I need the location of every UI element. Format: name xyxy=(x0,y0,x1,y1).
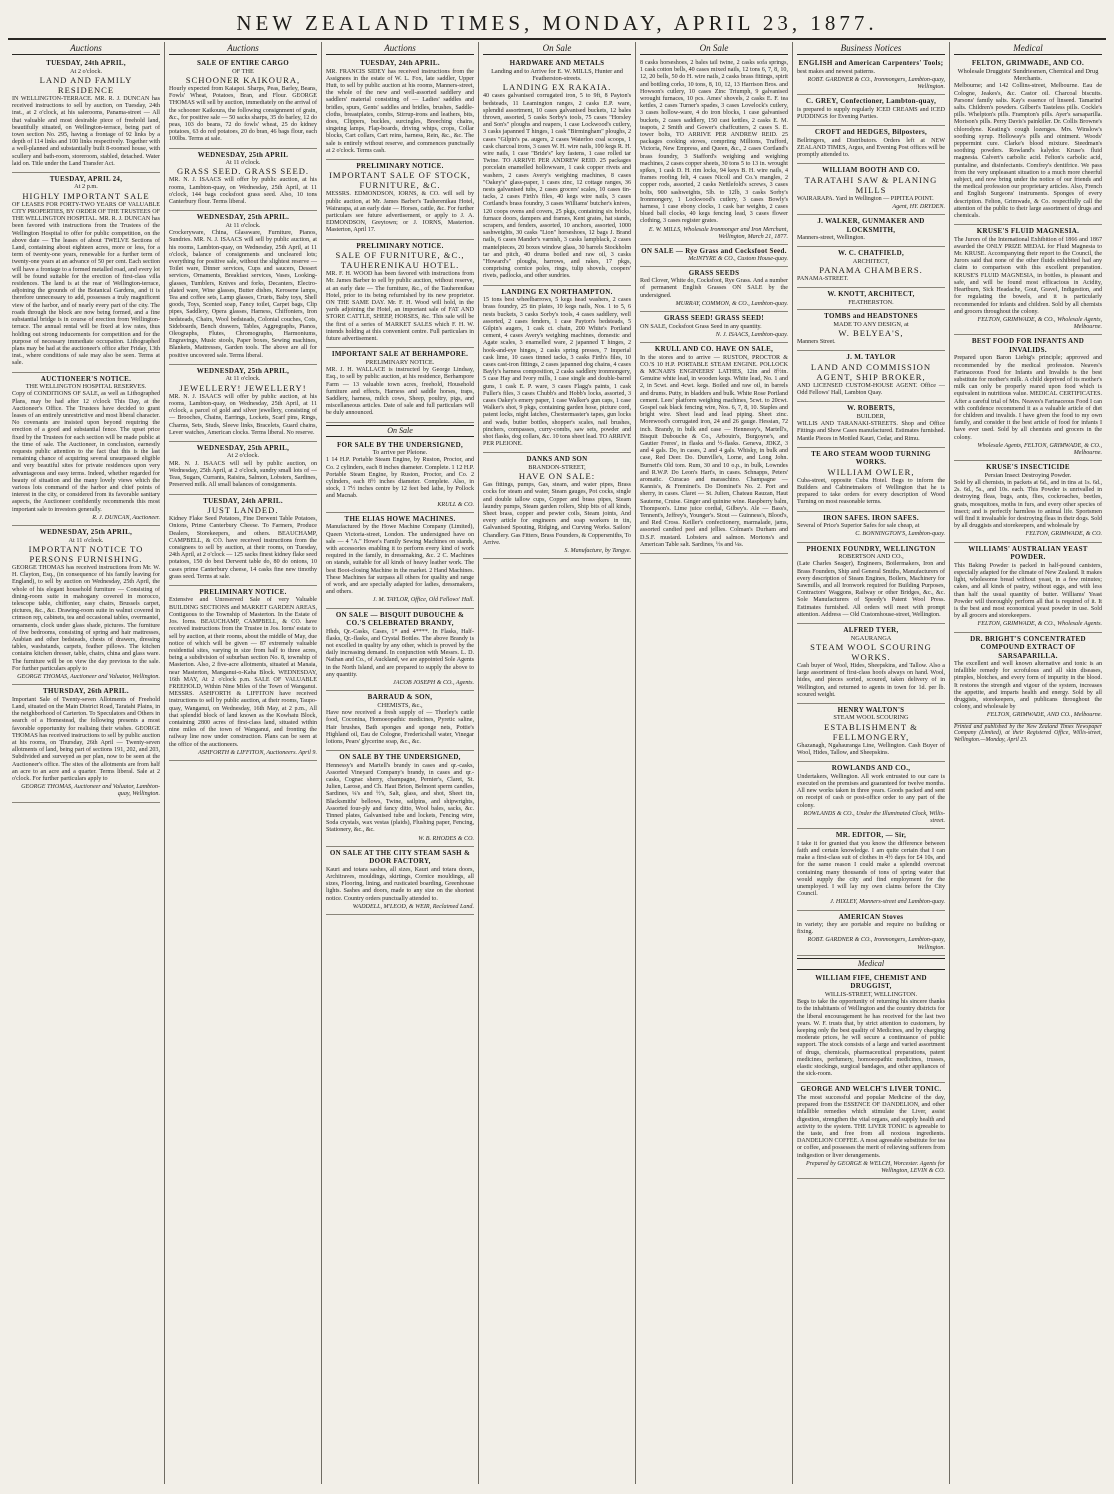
ad-heading: SALE OF ENTIRE CARGO xyxy=(197,59,289,67)
ad-display-line: STEAM WOOL SCOURING WORKS. xyxy=(810,641,932,662)
advertisement xyxy=(797,543,945,625)
ad-body-text: Gas fittings, pumps, Gas, steam, and water pipes, Brass cocks for steam and water, Steam gauges, Pot cocks, single and double tallow cups, Copper and brass pipes, Steam laundry pumps, Steam garden rollers, Ship bits of all kinds, Sheet brass, copper and pewter coils, Steam joints, And every article for engineers and soap workers in tin, Galvanised Spouting, Ridging, and Curving Works. Sailors' Chandlery. Gas Fitters, Brass Founders, & Coppersmiths, To Arrive. xyxy=(483,482,631,546)
ad-heading: MR. EDITOR, — Sir, xyxy=(835,831,907,840)
ad-body-text: 8 casks horseshoes, 2 bales tail twine, 2 casks sofa springs, 1 cask cotton bells, 40 cases mixed nails, 12 tons 6, 7, 8, 10, 12, 20 bells, 50 do H. wire nails, 2 casks brass fittings, spirit and bottling corks, 10 tons, 8, 10, 12, 13 Harrison Bros. and Howson's cutlery, 10 cases Zinc Triumph, 9 galvanised wrought furnaces, 10 pcs. Ames' shovels, 2 casks E. F. tea kettles, 2 cases Turner's spades, 3 cases Lovelock's cutlery, 3 cases hollow-ware, 4 do iron blocks, 1 case galvanised buckets, 2 cases saddlery, 150 cast kettles, 2 casks E. M. teapots, 2 Smith and Gower's chaffcutters, 2 cases S. E. tower bolts, TO ARRIVE PER ANDREW REID. 25 packages cooking stoves, compriing Milltons, Trafford, Victoria, New Empress, and Queen, &c., 2 cases Cortland's brass foundry, 3 Stafford's weighing and weighing machines, 2 cases copper sheets, 30 tons 5 to 13 in. wrought spikes, 1 cask D. H. rim locks, 94 keys B. H. wire nails, 4 frames roofing felt, 4 cases Nicoll and Co.'s mangles, 2 copper rods, assorted, 2 casks Nettlefold's screws, 3 cases bolts, 900 sashweights, 5lb. to 12lb, 3 casks Sorby's Ironmongery, 1 Lockwood's cutlery, 3 cases Bowly's harness, 1 case ebony clocks, 1 cask bar weights, 2 cases blued ball clocks, 40 kegs fencing lead, 3 cases flower clothing, 3 cases register grates. xyxy=(640,60,788,225)
ad-display-line: W. BELYEA'S, xyxy=(838,328,904,339)
ad-body-text: WAIRARAPA. Yard in Wellington — PIPITEA POINT. xyxy=(797,195,934,202)
ad-body-text: This Baking Powder is packed in half-pound canisters, especially adapted for the climate of New Zealand. It makes light, wholesome bread without yeast, in a few minutes; cakes, and all kinds of pastry, without eggs, and with less than half the usual quantity of butter. Williams' Yeast Powder will thoroughly perform all that is required of it. It is the best and most economical yeast powder in use. Sold by all grocers and storekeepers. xyxy=(954,562,1102,620)
ad-heading: LANDING EX NORTHAMPTON. xyxy=(501,287,613,296)
ad-body-text: Kauri and totara sashes, all sizes, Kauri and totara doors, Architraves, mouldings, skirtings, Cornice mouldings, all sizes, Flooring, lining, and rusticated boarding, Greenhouse lights. Sashes and doors, made to any size on the shortest notice. Country orders punctually attended to. xyxy=(326,866,474,902)
advertisement xyxy=(169,149,317,212)
ad-display-line: HAVE ON SALE: xyxy=(518,471,596,482)
masthead: NEW ZEALAND TIMES, MONDAY, APRIL 23, 1877. xyxy=(8,8,1106,40)
advertisement xyxy=(169,211,317,365)
ad-body-text: best makes and newest patterns. xyxy=(797,68,876,75)
ad-subheading: At 11 o'clock. xyxy=(225,221,261,229)
ad-body-text: Manufactured by the Howe Machine Company (Limited), Queen Victoria-street, London. The undersigned have on sale — 4 "A." Howe's Family Sewing Machines on stands, with accessories enabling it to perform every kind of work required in the family, in dressmaking, &c. 2 C. Machines on stands, suitable for all kinds of heavy leather work. The best Boot-closing Machine in the market. 2 Hand Machines. These Machines far surpass all others for quality and range of work, and are specially adapted for ladies, dressmakers, and others. xyxy=(326,524,474,596)
column-1 xyxy=(8,42,165,1484)
advertisement xyxy=(169,586,317,761)
advertisement xyxy=(797,247,945,288)
ad-heading: TUESDAY, APRIL 24, xyxy=(49,174,123,183)
ad-subheading: MADE TO ANY DESIGN, at xyxy=(833,320,909,328)
column-header: Medical xyxy=(954,42,1102,55)
ad-heading: KRUSE'S INSECTICIDE xyxy=(986,463,1070,472)
advertisement xyxy=(640,267,788,312)
ad-display-line: HIGHLY IMPORTANT SALE xyxy=(22,190,150,201)
ad-body-text: The most successful and popular Medicine of the day, prepared from the ESSENCE OF DANDELION, and other infallible remedies which stimulate the Liver, assist digestion, strengthen the vital organs, and supply health and activity to the system. THE LIVER TONIC is agreeable to the taste, and free from all noxious ingredients. DANDELION COFFEE. A most agreeable substitute for tea or coffee, and possesses the merit of relieving sufferers from indigestion or liver derangements. xyxy=(797,1094,945,1159)
ad-body-text: The Jurors of the International Exhibition of 1866 and 1867 awarded the ONLY PRIZE MEDAL for Fluid Magnesia to Mr. KRUSE. Accompanying their report to the Council, the Jurors said that none of the other fluids exhibited had any claim to comparison with this excellent preparation. KRUSE'S FLUID MAGNESIA, in bottles, is pleasant and safe, and will be found most efficacious in Acidity, Heartburn, Sick Headache, Gout, Gravel, Indigestion, and for regulating the bowels, and it is particularly recommended for infants and children. Sold by all chemists and grocers throughout the colony. xyxy=(954,236,1102,315)
advertisement xyxy=(326,691,474,751)
ad-signature: W. B. RHODES & CO. xyxy=(418,835,474,842)
advertisement xyxy=(797,972,945,1084)
ad-heading: PHOENIX FOUNDRY, WELLINGTON xyxy=(806,544,936,553)
advertisement xyxy=(797,1083,945,1179)
column-header: Auctions xyxy=(12,42,160,55)
ad-heading: WILLIAM FIFE, CHEMIST AND DRUGGIST, xyxy=(815,973,927,991)
advertisement xyxy=(954,543,1102,633)
advertisement xyxy=(797,57,945,95)
advertisement xyxy=(797,512,945,543)
ad-signature: E. W. MILLS, Wholesale Ironmonger and Iron Merchant, Wellington, March 21, 1877. xyxy=(648,226,788,240)
advertisement xyxy=(797,310,945,351)
column-header: Business Notices xyxy=(797,42,945,55)
ad-body-text: Melbourne; and 142 Collins-street, Melbourne. Eau de Cologne, Jeakes's, &c. Castor oil. Charcoal biscuits. Parsons' family salts. Kay's essence of linseed. Tamarind salts. Children's powders. Gilbert's Tasteless pills. Cockle's pills. Whelpton's pills. Frampton's pills. Ayer's sarsaparilla. Morison's pills. Perry Davis's painkiller. Dr. Collis Browne's chlorodyne. Keating's cough lozenges. Mrs. Winslow's soothing syrup. Holloway's pills and ointment. Woods' peppermint cure. Clarke's blood mixture. Steedman's soothing powders. Rowland's kalydor. Kruse's fluid magnesia. Calvert's carbolic acid. Felton's carbolic acid, puntaline, and disinfectants. Comfrey's dentifrice. We pass from the very unpleasant situation to a much more cheerful subject, and now bring under the notice of our friends and the medical profession our proprietary articles. Also, French and English Surgeons' instruments. Sponges of every description. Felton, Grimwade, & Co. respectfully call the attention of the public to their large assortment of drugs and chemicals. xyxy=(954,83,1102,219)
ad-subheading: STEAM WOOL SCOURING xyxy=(833,714,909,722)
ad-body-text: Several of Price's Superior Safes for sale cheap, at xyxy=(797,523,920,530)
ad-body-text: MR. FRANCIS SIDEY has received instructions from the Assignees in the estate of W. L. Fox, late saddler, Upper Hutt, to sell by public auction at his rooms, Manners-street, the whole of the new and well-assorted saddlery and saddlers' material consisting of — Ladies' saddles and bridles, spurs, Gents' saddles and bridles, brushes, Saddle-cloths, breastplates, combs, Stirrup-irons and leathers, bits, does, Clippers, buckles, surcingles, Breeching chains, singeing lamps, Flap-boards, driving whips, crops, Collar blocks, Cart collars, Cart reins, harness, Rein, &c., &c. The sale is entirely without reserve, and commences punctually at 2 o'clock. Terms cash. xyxy=(326,68,474,154)
ad-display-line: LAND AND FAMILY RESIDENCE xyxy=(39,74,133,95)
ad-heading: FELTON, GRIMWADE, AND CO. xyxy=(971,59,1085,67)
ad-heading: W. C. CHATFIELD, xyxy=(837,249,905,258)
advertisement xyxy=(169,57,317,149)
ad-subheading: FEATHERSTON. xyxy=(848,298,894,306)
ad-subheading: ROBERTSON AND CO., xyxy=(838,553,904,560)
ad-body-text: PANAMA-STREET. xyxy=(797,276,849,283)
ad-signature: KRULL & CO. xyxy=(437,501,474,508)
advertisement xyxy=(326,847,474,915)
ad-heading: GRASS SEEDS xyxy=(688,268,740,277)
ad-heading: THE ELIAS HOWE MACHINES. xyxy=(344,514,456,523)
section-header: Medical xyxy=(797,958,945,970)
ad-heading: BEST FOOD FOR INFANTS AND INVALIDS. xyxy=(971,337,1085,354)
ad-body-text: Prepared upon Baron Liebig's principle; approved and recommended by the medical profession. Neaves's Farinaceous Food for Infants and Invalids is the best substitute for mother's milk. A child deprived of its mother's milk can only be properly reared upon food which is equivalent in nutritious value. MEDICAL CERTIFICATES. After a careful trial of Mrs. Neaves's Farinaceous Food I can with confidence recommend it as a valuable article of diet for children and invalids. I have given the food to my own family, and consider it the best article of food for infants I have ever used. Sold by all chemists and grocers in the colony. xyxy=(954,355,1102,441)
ad-body-text: MR. N. J. ISAACS will offer by public auction, at his rooms, Lambton-quay, on Wednesday, 25th April, at 11 o'clock, a parcel of gold and silver jewellery, consisting of — Brooches, Chains, Earrings, Lockets, Scarf pins, Rings, Charms, Sets, Studs, Sleeve links, Bracelets, Guard chains, Lever watches, American clocks. Terms liberal. No reserve. xyxy=(169,393,317,436)
ad-signature: J. HIXLEY, Manners-street and Lambton-quay. xyxy=(830,899,945,906)
ad-body-text: Begs to take the opportunity of returning his sincere thanks to the inhabitants of Wellington and the country districts for the liberal encouragement he has received for the last two years. W. F. trusts that, by strict attention to customers, by keeping only the best quality of Medicines, and by charging moderate prices, he will secure a continuance of public support. The stock consists of a large and varied assortment of drugs, chemicals, pharmaceutical preparations, patent medicines, perfumery, homoeopathic medicines, trusses, elastic stockings, surgical bandages, and other appliances of the sick-room. xyxy=(797,999,945,1078)
ad-heading: BARRAUD & SON, xyxy=(367,693,433,702)
ad-subheading: CHEMISTS, &c., xyxy=(377,701,423,709)
advertisement xyxy=(640,343,788,554)
ad-signature: FELTON, GRIMWADE, & CO. xyxy=(1025,531,1102,538)
advertisement xyxy=(12,57,160,173)
ad-signature: GEORGE THOMAS, Auctioneer and Valuator, Wellington. xyxy=(17,674,160,681)
advertisement xyxy=(12,373,160,527)
ad-signature: WADDELL, M'LEOD, & WEIR, Reclaimed Land. xyxy=(352,903,474,910)
ad-body-text: Extensive and Unreserved Sale of very Valuable BUILDING SECTIONS and MARKET GARDEN AREAS, Contiguous to the Township of Masterton. In the Estate of Jos. Iorns. BEAUCHAMP, CAMPBELL, & CO. have received instructions from the Trustee in Jos. Iorns' estate to sell by auction, at their rooms, about the middle of May, due notice of which will be given — 87 extremely valuable residential sites, varying in size from half to three acres, being a subdivision of suburban section No. 8, township of Masterton. Also, 2 five-acre allotments, situated at Manaia, near Masterton, Manganui-o-Kaha Block. WEDNESDAY, 16th MAY, At 2 o'clock p.m. SALE OF VALUABLE FREEHOLD, Within Nine Miles of the Town of Wanganui. MESSRS. ASHFORTH & LIFFITON have received instructions to sell by public auction, at their rooms, Taupo-quay, Wanganui, on Wednesday, 16th May, at 2 p.m., All that splendid block of land known as the Kowhatu Block, containing 2800 acres of first-class land, situated within nine miles of the town of Wanganui, and fronting the railway line now under construction. Plans can be seen at the office of the auctioneers. xyxy=(169,597,317,748)
ad-body-text: MR. N. J. ISAACS will sell by public auction, on Wednesday, 25th April, at 2 o'clock, sundry small lots of — Teas, Sugars, Currants, Raisins, Salmon, Lobsters, Sardines, Preserved milk. All small balances of consignments. xyxy=(169,460,317,489)
ad-heading: WEDNESDAY, 25th APRIL, xyxy=(39,528,133,537)
ad-body-text: Cash buyer of Wool, Hides, Sheepskins, and Tallow. Also a large assortment of first-class hoofs always on hand. Wool, hides, and pieces sorted, scoured, taken delivery of in Wellington, and returned to agents in town for 1d. per lb. scoured weight. xyxy=(797,662,945,698)
advertisement xyxy=(797,911,945,956)
advertisement xyxy=(483,57,631,286)
ad-heading: PRELIMINARY NOTICE. xyxy=(356,161,444,170)
ad-subheading: NGAURANGA xyxy=(850,634,892,642)
ad-heading: J. M. TAYLOR xyxy=(846,353,896,362)
ad-signature: C. BONNINGTON'S, Lambton-quay. xyxy=(855,531,945,538)
ad-subheading: BUILDER, xyxy=(856,412,886,420)
ad-body-text: Red Clover, White do, Cocksfoot, Rye Grass. And a number of permanent English Grasses ON SALE by the undersigned. xyxy=(640,278,788,299)
column-7 xyxy=(950,42,1106,1484)
ad-body-text: In the stores and to arrive — RUSTON, PROCTOR & CO.'S 10 H.P. PORTABLE STEAM ENGINE. POLLOCK & MCNAB'S ENGINEERS' LATHES, 12in and 8½in. Genuine white lead, in wooden kegs. White lead, No. 1 and 2, in 5cwt. and 4cwt. kegs. Boiled and raw oil, in barrels and drums. Putty, in bladders and bulk. White Rose Portland cement. Lees' platform weighing machines, 5cwt. to 20cwt. Gospel oak black fencing wire, Nos. 6, 7, 8, 10. Staples and bright wire. Sheet lead and lead piping. Sheet zinc. Morewood's corrugated iron, 24 and 26 gauge. Hessian, 72 inch. Brandy, in bulk and case — Hennessy's, Martell's, Bisquit Dubouche & Co., Arbouin's, Burgoyne's, and Gautier Freres', in flasks and ½-flasks. Geneva, JDKZ, 3 and 4 gals. Do, in cases, 2 and 4 gals. Whisky, in bulk and case, Red Deer. Do. Dunville's, Lorne, and Long John. Burnett's Old tom. Rum, 30 and 10 o.p., in bulk, Lowndes and R.W.P. Do Leon's Hart's, in cases. Schnapps, Peters' aromatic. Curacao and maraschino. Champagne — Kannis's, & Freminet's. Do Dominet's No. 2. Port and sherry, in cases. Claret — St. Julien, Chateau Rauzan, Haut Sauterne, Cruise. Ginger and quinine wine. Raspberry balm, Thompson's. Lime juice cordial, Gilbey's. Ale — Bass's, Tennent's, Jeffrey's, Younger's. Stout — Guinness's, Blood's, and Red Cross. Keiller's confectionery, marmalade, jams, assorted candied peel and jellies. Colman's Durham and D.S.F. mustard. Lobsters and salmon. Mortons's and American Table salt. Sardines, ½s and ¼s. xyxy=(640,354,788,548)
ad-heading: AUCTIONEER'S NOTICE. xyxy=(40,374,132,383)
ad-body-text: Ghazanagh, Ngahauranga Line, Wellington. Cash Buyer of Wool, Hides, Tallow, and Sheepskins. xyxy=(797,742,945,757)
column-header: Auctions xyxy=(169,42,317,55)
ad-heading: WEDNESDAY, 25th APRIL. xyxy=(196,213,290,222)
ad-subheading: PRELIMINARY NOTICE. xyxy=(365,358,435,366)
ad-subheading: At 2 o'clock. xyxy=(226,452,260,460)
ad-body-text: Hhds, Qr.-Casks, Cases, 1* and 4****. In Flasks, Half-flasks, Qr.-flasks, and Crystal Bottles. The above Brandy is not excelled in quality by any other, which is proved by the daily increasing demand. In conjunction with Messrs. L. D. Nathan and Co., of Auckland, we are appointed Sole Agents in the North Island, and are prepared to supply the above to any quantity. xyxy=(326,628,474,678)
advertisement xyxy=(797,402,945,448)
ad-subheading: At 11 o'clock. xyxy=(68,536,104,544)
ad-signature: S. Manufacture, by Tangye. xyxy=(564,548,631,555)
advertisement xyxy=(483,286,631,454)
ad-body-text: Important Sale of Twenty-seven Allotments of Freehold Land, situated on the Main District Road, Taratahi Plains, in the neighborhood of Carterton. To Speculators and Others in search of a Homestead, the following presents a most favorable opportunity for realising their wishes. GEORGE THOMAS has received instructions to sell by public auction at his rooms, on Thursday, 26th April — Twenty-seven allotments of land, being part of sections 191, 202, and 203, Subdivided and surveyed as per plan, now to be seen at the Auctioneer's office. The sites of the allotments are from half an acre to an acre and a quarter. Terms liberal. Sale at 2 o'clock. For further particulars apply to xyxy=(12,696,160,782)
ad-heading: ON SALE — Rye Grass and Cocksfoot Seed. xyxy=(641,247,787,256)
advertisement xyxy=(12,685,160,802)
ad-heading: ROWLANDS AND CO., xyxy=(831,764,911,773)
advertisement xyxy=(797,704,945,762)
ad-heading: WEDNESDAY, 25th APRIL, xyxy=(196,443,290,452)
ad-body-text: Crockeryware, China, Glassware, Furniture, Pianos, Sundries. MR. N. J. ISAACS will sell by public auction, at his rooms, Lambton-quay, on Wednesday, 25th April, at 11 o'clock, balance of consignments and uncleared lots; everything for positive sale, without the slightest reserve — Toilet ware, Dinner services, Cups and saucers, Dessert services, Ornaments, Breakfast services, Vases, Looking-glasses, Tumblers, Knives and forks, Decanters, Electro-plated ware, Wine glasses, Butter dishes, Kerosene lamps, Tea and coffee sets, Lamp glasses, Cruets, Baby toys, Shell goods, Toys, Scented soap, Fancy toilet, Carpet bags, Clip pipes, Saddlery, Opera glasses, Harness, Chiffoniers, Iron bedsteads, Chairs, Wool bedsteads, Colonial couches, Cots, Sideboards, Bench drawers, Tables, Aggregraphs, Pianos, Oleographs, Flutes, Chromographs, Harmoniums, Engravings, Music stools, Paper boxes, Sewing machines, Blankets, Mattresses, Garden tools. The above are all for positive uncovered sale. Terms liberal. xyxy=(169,230,317,359)
advertisement xyxy=(954,335,1102,461)
ad-signature: J. M. TAYLOR, Office, Old Fellows' Hall. xyxy=(372,597,474,604)
ad-display-line: WILLIAM OWLER, xyxy=(827,466,915,477)
ad-subheading: Landing and to Arrive for E. W. MILLS, Hunter and Featherston-streets. xyxy=(491,67,623,82)
ad-heading: TUESDAY, 24th APRIL. xyxy=(203,496,283,505)
ad-heading: ON SALE AT THE CITY STEAM SASH & DOOR FACTORY, xyxy=(329,848,471,866)
ad-body-text: is prepared to supply regularly ICED CREAMS and ICED PUDDINGS for Evening Parties. xyxy=(797,106,945,120)
advertisement xyxy=(640,312,788,343)
ad-body-text: GEORGE THOMAS has received instructions from Mr. W. H. Clayton, Esq., (in consequence of his family leaving for England), to sell by auction on Wednesday, 25th April, the whole of his elegant household furniture — Consisting of dining-room suite in mahogany covered in morocco, telescope table, chiffonier, easy chairs, Brussels carpet, pictures, &c., &c. Drawing-room suite in walnut covered in crimson rep, cabinets, tea and occasional tables, overmantel, ornaments, clock under glass shade, pictures. The furniture of five bedrooms, consisting of spring and hair mattresses, Arabian and other bedsteads, chests of drawers, dressing tables, washstands, carpets, feather pillows. The kitchen contains kitchen dresser, table, chairs, china and glass ware. The furniture will be on view the day previous to the sale. For further particulars apply to xyxy=(12,564,160,672)
ad-body-text: Hourly expected from Kaiapoi. Sharps, Peas, Barley, Beans, Fowls' Wheat, Potatoes, Bran, and Flour. GEORGE THOMAS will sell by auction, immediately on the arrival of the schooner Kaikoura, the following consignment of grain, &c., for positive sale — 50 sacks sharps, 35 do barley, 12 do peas, 103 do beans, 72 do fowls' wheat, 25 do kidney potatoes, 63 do red potatoes, 20 do bran, 46 bags flour, each 100lbs. Terms at sale. xyxy=(169,85,317,143)
printer-imprint: Printed and published by the New Zealand Times Newspaper Company (Limited), at their Registered Office, Willis-street, Wellington.—Monday, April 23. xyxy=(954,723,1102,744)
ad-body-text: in variety; they are portable and require no building or fixing. xyxy=(797,922,945,936)
ad-display-line: LANDING EX RAKAIA. xyxy=(502,82,612,93)
ad-subheading: At 2 p.m. xyxy=(74,183,98,191)
ad-subheading: Persian Insect Destroying Powder. xyxy=(984,471,1072,479)
ad-heading: PRELIMINARY NOTICE. xyxy=(356,241,444,250)
ad-signature: ROWLANDS & CO., Under the Illuminated Clock, Willis-street. xyxy=(803,810,945,824)
ad-body-text: OF LEASES FOR FORTY-TWO YEARS OF VALUABLE CITY PROPERTIES, BY ORDER OF THE TRUSTEES OF THE WELLINGTON HOSPITAL. MR. R. J. DUNCAN has been favored with instructions from the Trustees of the Wellington Hospital to offer for public competition, on the above date — The leases of about TWELVE Sections of Land, containing about eighteen acres, more or less, for a term of twenty-one years, renewable for a further term of twenty-one years at an advance of 50 per cent. Each section will have a frontage to a formed metalled road, and every lot will be found suitable for the erection of first-class villa residences. The land is at the rear of Wellington-terrace, adjoining the grounds of the Botanical Gardens, and it is therefore unnecessary to add, possesses a truly magnificent view of the harbor, and of nearly every part of the city. The roads through the block are now being formed, and a fine substantial bridge is in course of erection from Wellington-terrace. The annual rental will be fixed at low rates, thus holding out strong inducements for competition and for the purpose of necessary immediate occupation. Lithographed plans may be had at the auctioneer's office after Friday, 13th inst., where conditions of sale may also be seen. Terms at sale. xyxy=(12,201,160,367)
ad-subheading: THE WELLINGTON HOSPITAL RESERVES. xyxy=(25,383,147,391)
ad-body-text: Sold by all chemists, in packets at 6d., and in tins at 1s. 6d., 2s. 6d., 5s., and 10s. each. This Powder is unrivalled in destroying fleas, bugs, ants, flies, cockroaches, beetles, gnats, mosquitoes, moths in furs, and every other species of insect; and is perfectly harmless to animal life. Sportsmen will find it invaluable for destroying fleas in their dogs. Sold by all druggists and storekeepers, and wholesale by xyxy=(954,480,1102,530)
ad-body-text: Have now received a fresh supply of — Thorley's cattle food, Coconina, Homoeopathic medicines, Pyretic saline, Hair brushes, Bath sponges and sponge nets, Pottie's Highland oil, Eau de Cologne, Fredericshall water, Vinegar lotions, Pears' glycerine soap, &c., &c. xyxy=(326,710,474,745)
advertisement xyxy=(640,245,788,267)
ad-display-line: ESTABLISHMENT & FELLMONGERY, xyxy=(824,721,918,742)
ad-body-text: WILLIS AND TARANAKI-STREETS. Shop and Office Fittings and Show Cases manufactured. Estimates furnished. Mantle Pieces in Mottled Kauri, Cedar, and Rimu. xyxy=(797,421,945,442)
section-header: On Sale xyxy=(326,425,474,437)
advertisement xyxy=(326,160,474,240)
ad-body-text: (Late Charles Seager), Engineers, Boilermakers, Iron and Brass Founders, Ship and General Smiths, Manufacturers of every description of Steam Engines, Boilers, Machinery for Sawmills, and all Ironwork required for Building Purposes, Contractors' Waggons, Railway or other Bridges, &c., &c. Sole Manufacturers of Speedy's Patent Wool Press. Estimates furnished. All orders will meet with prompt attention. Address — Old Customhouse-street, Wellington. xyxy=(797,561,945,618)
ad-heading: ENGLISH and American Carpenters' Tools; xyxy=(798,59,944,67)
ad-heading: HARDWARE AND METALS xyxy=(509,59,605,67)
ad-heading: WEDNESDAY, 25th APRIL, xyxy=(196,366,290,375)
ad-body-text: MR. F. H. WOOD has been favored with instructions from Mr. James Barber to sell by public auction, without reserve, at an early date — The furniture, &c., of the Tauherenikau Hotel, prior to its being refurnished by its new proprietor. ON THE SAME DAY. Mr. F. H. Wood will hold, in the yards adjoining the Hotel, an important sale of FAT AND STORE CATTLE, SHEEP, HORSES, &c. This sale will be the first of a series of MARKET SALES which F. H. W. intends holding at this convenient centre. Full particulars in future advertisement. xyxy=(326,271,474,342)
ad-body-text: I take it for granted that you know the difference between faith and certain knowledge. I am quite certain that I can make a first-class suit of clothes in 4½ days for £4 10s, and for the same reason I could make a splendid overcoat containing many thousands of tons of spring water that would supply the city and find employment for the unemployed. I will lay my own claims before the City Council. xyxy=(797,840,945,898)
column-4 xyxy=(479,42,636,1484)
ad-heading: DANKS AND SON xyxy=(526,455,588,464)
ad-heading: J. WALKER, GUNMAKER AND LOCKSMITH, xyxy=(817,217,925,234)
ad-body-text: ON SALE, Cocksfoot Grass Seed in any quantity. xyxy=(640,323,762,330)
ad-display-line: SCHOONER KAIKOURA, xyxy=(185,74,301,85)
ad-heading: KRULL AND CO. HAVE ON SALE, xyxy=(654,345,774,353)
ad-signature: JACOB JOSEPH & CO., Agents. xyxy=(393,680,474,686)
ad-heading: W. KNOTT, ARCHITECT, xyxy=(827,290,915,299)
ad-heading: TUESDAY, 24th APRIL. xyxy=(360,59,440,67)
ad-body-text: Bellringers, and Distributors. Orders left at NEW ZEALAND TIMES, Argus, and Evening Post offices will be promptly attended to. xyxy=(797,137,945,158)
ad-display-line: JUST LANDED. xyxy=(207,505,279,516)
column-5 xyxy=(636,42,793,1484)
column-header: On Sale xyxy=(483,42,631,55)
ad-heading: FOR SALE BY THE UNDERSIGNED, xyxy=(336,440,464,449)
advertisement xyxy=(483,453,631,559)
ad-subheading: ARCHITECT, xyxy=(852,257,890,265)
ad-body-text: 1 14 H.P. Portable Steam Engine, by Ruston, Proctor, and Co. 2 cylinders, each 8 inches diameter. Complete. 1 12 H.P. Portable Steam Engine, by Ruston, Proctor, and Co. 2 cylinders, each 8½ inches diameter. Complete. Also, in stock, 1 7½ inches centre by 12 feet bed lathe, by Pollock and Macnab. xyxy=(326,457,474,500)
ad-signature: ASHFORTH & LIFFITON, Auctioneers. April 9. xyxy=(198,749,317,756)
ad-body-text: MR. N. J. ISAACS will offer by public auction, at his rooms, Lambton-quay, on Wednesday, 25th April, at 11 o'clock, 144 bags cocksfoot grass seed. Also, 10 tons Canterbury flour. Terms liberal. xyxy=(169,177,317,206)
ad-signature: McINTYRE & CO., Custom House-quay. xyxy=(688,255,788,262)
column-header: Auctions xyxy=(326,42,474,55)
advertisement xyxy=(797,288,945,310)
ad-signature: N. J. ISAACS, Lambton-quay. xyxy=(715,331,788,338)
ad-subheading: At 2 o'clock. xyxy=(69,67,103,75)
ad-signature: Prepared by GEORGE & WELCH, Worcester. Agents for Wellington, LEVIN & CO. xyxy=(806,1160,945,1174)
ad-subheading: BRANDON-STREET, xyxy=(528,463,586,471)
ad-signature: MURRAY, COMMON, & CO., Lambton-quay. xyxy=(675,300,788,307)
advertisement xyxy=(326,751,474,847)
ad-heading: WILLIAM BOOTH AND CO. xyxy=(822,166,920,175)
ad-body-text: 15 tons best wheelbarrows, 5 kegs head washers, 2 cases brass foundry, 25 tin plates, 10 kegs nails, Nos. 1 to 5, 6 nests buckets, 3 casks Sorby's tools, 4 cases saddlery, well assorted, 2 cases fenders, 1 case Payton's bedsteads, 5 Gilpin's augers, 1 cask ct. chain, 200 White's Portland cement, 4 cases Avery's weighing machines, domestic and Agate scales, 3 enamelled ware, 2 japanned T hinges, 2 hook-and-eye hinges, 2 casks spring presses, 7 Imperial cask lime, 10 cases tinned tacks, 3 casks Firth's files, 10 cases cast-iron fittings, 2 cases japanned dog chains, 4 cases Bayly's harness composition, 2 casks saddlery ironmongery, 5 case Hay and Ivory mills, 1 case single and double-barrel guns, 1 cask E. P. ware, 3 cases Flagg's paints, 1 cask Fuller's files, 3 cases Chubb's and Hobb's locks, assorted, 3 cases Oakey's emery paper, 1 case Walker's gun caps, 1 case Walker's shot, 9 pkgs, containing garden hose, picture cord, patent locks, night latches, Chestermaster's tapes, gun locks and wads, butter bottles, shopper's scales, nail brushes, pinchers, compasses, curry-combs, saw sets, powder and shot flasks, dog collars, &c. 10 tons sheet lead. TO ARRIVE PER PLEIONE. xyxy=(483,297,631,448)
ad-subheading: OF THE xyxy=(232,67,254,75)
ad-body-text: Kidney Flake Seed Potatoes, Fine Derwent Table Potatoes, Onions, Prime Canterbury Cheese. To Farmers, Produce Dealers, Storekeepers, and others. BEAUCHAMP, CAMPBELL, & CO. have received instructions from the consignees to sell by auction, at their rooms, on Tuesday, 24th April, at 2 o'clock — 125 sacks finest kidney flake seed potatoes, 150 do best Derwent table do, 80 do onions, 10 cases prime Canterbury cheese, 14 casks fine new timothy grass seed. Terms at sale. xyxy=(169,516,317,580)
advertisement xyxy=(954,633,1102,724)
ad-display-line: GRASS SEED. GRASS SEED. xyxy=(176,166,310,177)
ad-signature: R. J. DUNCAN, Auctioneer. xyxy=(92,514,160,521)
ad-display-line: TARATAHI SAW & PLANING MILLS xyxy=(804,174,938,195)
ad-heading: IRON SAFES. IRON SAFES. xyxy=(823,513,919,522)
ad-body-text: Manners Street. xyxy=(797,339,836,346)
ad-body-text: MESSRS. EDMONDSON, IORNS, & CO. will sell by public auction, at Mr. James Barber's Tauherenikau Hotel, Wairarapa, at an early date — Horses, cattle, &c. For further particulars see future advertisement, or apply to J. A. EDMONDSON, Greytown; or J. IORNS, Masterton. Masterton, April 17. xyxy=(326,191,474,234)
ad-body-text: Cuba-street, opposite Cuba Hotel. Begs to inform the Builders and Cabinetmakers of Wellington that he is prepared to take orders for every description of Wood Turning on most reasonable terms. xyxy=(797,477,945,506)
ad-heading: WILLIAMS' AUSTRALIAN YEAST POWDER. xyxy=(968,544,1088,562)
advertisement xyxy=(954,461,1102,543)
ad-heading: C. GREY, Confectioner, Lambton-quay, xyxy=(805,97,937,106)
ad-heading: TE ARO STEAM WOOD TURNING WORKS. xyxy=(811,449,931,467)
ad-display-line: IMPORTANT SALE OF STOCK, FURNITURE, &C. xyxy=(329,170,471,191)
ad-body-text: Undertakers, Wellington. All work entrusted to our care is executed on the premises and guaranteed for twelve months. All new works taken in three years. Goods packed and sent on receipt of cash or post-office order to any part of the colony. xyxy=(797,773,945,809)
advertisement xyxy=(326,348,474,422)
ad-body-text: 40 cases galvanised corrugated iron, 5 to 9ft, 8 Payton's bedsteads, 11 Leamington ranges, 2 casks E.P. ware, splendid assortment, 10 cases galvanised buckets, 12 bales thrown, assorted, 5 casks Sorby's tools, 75 cases "Horsley and Son's" ploughs and reapers, 1 case Lockwood's cutlery, 3 casks japanned T hinges, 1 cask "Birmingham" ploughs, 2 cases "Gilpin's pa. augers, 2 cases Waterloo coal scoops, 1 cask charcoal irons, 3 cases W. H. wire nails, 100 kegs R. H. wire nails, 1 case "Bride's" key fastens, 1 case rolled tar Twine. TO ARRIVE PER ANDREW REID. 25 packages porcelain enamelled hollowware, 1 cask copper rivets and washers, 2 cases Avery's weighing machines, 8 cases "Oakey's" glass-paper, 1 cases zinc, 12 cottage ranges, 36 nests galvanised tubs, 2 cases grocers' scales, 10 cases tin-tacks, 2 cases Firth's files, 40 kegs wire nails, 3 cases Cortland's brass foundry, 3 cases Williams' butcher's knives, 120 coops ovens and covers, 25 pkgs, containing six bricks, furnace doors, dampers and frames, Kent grates, hat stands, scrapers, and fenders, assorted, 10 anchors, assorted, 1000 sashweights, 30 casks "Lion" horseshoes, 12 bags J. Brand nails, 6 cases Mander's varnish, 3 casks lampblack, 2 cases mantelpieces, 20 boxes window glass, 30 barrels Stockholm tar and pitch, 40 drums boiled and raw oil, 3 casks "Howard's" ploughs, harrows, and rakes, 17 pkgs, comprising cornice poles, rings, tulip shovels, coopers' rivets, padlocks, and other sundries. xyxy=(483,93,631,280)
ad-heading: AMERICAN Stoves xyxy=(838,912,904,921)
ad-subheading: Wholesale Druggists' Sundriesmen, Chemical and Drug Merchants. xyxy=(957,67,1099,82)
ad-body-text: Hennessy's and Martell's brandy in cases and qr.-casks, Assorted Vineyard Company's brandy, in cases and qr.-casks, Cognac sherry, champagne, Pernier's, Claret, St. Julien, Larose, and Ch. Haut Brion, Belmont sperm candles, Sardines, ¼'s and ½'s, Salt, glass, and shot, Sheet tin, Blacksmiths' bellows, Twine, sailpins, and shipwrights, Assorted four-ply and fancy ditto, Wool bales, sacks, &c. Tinned plates, Galvanised tube and lockets, Fencing wire, Soda crystals, wax vestas (plaids), Flushing paper, Fencing, Stationery, &c., &c. xyxy=(326,762,474,834)
ad-subheading: To arrive per Pleione. xyxy=(372,449,428,457)
ad-signature: ROBT. GARDNER & CO., Ironmongers, Lambton-quay, Wellington. xyxy=(807,937,945,951)
ad-heading: GEORGE AND WELCH'S LIVER TONIC. xyxy=(800,1085,942,1094)
ad-display-line: PANAMA CHAMBERS. xyxy=(819,265,923,276)
advertisement xyxy=(797,351,945,402)
advertisement xyxy=(797,164,945,215)
advertisement xyxy=(797,215,945,247)
advertisement xyxy=(640,57,788,245)
advertisement xyxy=(326,240,474,349)
ad-heading: W. ROBERTS, xyxy=(846,404,896,413)
ad-subheading: At 11 o'clock. xyxy=(225,159,261,167)
ad-body-text: AND LICENSED CUSTOM-HOUSE AGENT. Office — Odd Fellows' Hall, Lambton Quay. xyxy=(797,382,945,397)
ad-body-text: MR. J. H. WALLACE is instructed by George Lindsay, Esq., to sell by public auction, at his residence, Berhampore Farm — 13 valuable town acres, freehold, Household furniture and effects, Harness and saddle horses, traps, Saddlery, harness, milch cows, Sheep, poultry, pigs, and miscellaneous articles. Date of sale and full particulars will be duly announced. xyxy=(326,367,474,417)
advertisement xyxy=(797,126,945,164)
ad-signature: GEORGE THOMAS, Auctioneer and Valuator, Lambton-quay, Wellington. xyxy=(21,784,160,798)
ad-heading: PRELIMINARY NOTICE. xyxy=(199,587,287,596)
ad-signature: FELTON, GRIMWADE, AND CO., Melbourne. xyxy=(986,712,1102,719)
ad-heading: IMPORTANT SALE AT BERHAMPORE. xyxy=(331,350,469,359)
column-6 xyxy=(793,42,950,1484)
ad-display-line: LAND AND COMMISSION AGENT, SHIP BROKER, xyxy=(810,361,932,382)
advertisement xyxy=(954,57,1102,225)
ad-heading: GRASS SEED! GRASS SEED! xyxy=(663,314,765,323)
ad-heading: THURSDAY, 26th APRIL. xyxy=(43,687,129,696)
advertisement xyxy=(326,609,474,692)
advertisement xyxy=(169,495,317,586)
ad-heading: ON SALE — BISQUIT DUBOUCHE & CO.'S CELEBRATED BRANDY, xyxy=(335,610,465,628)
ad-heading: KRUSE'S FLUID MAGNESIA. xyxy=(976,227,1080,236)
ad-subheading: At 11 o'clock. xyxy=(225,375,261,383)
column-header: On Sale xyxy=(640,42,788,55)
ad-signature: ROBT. GARDNER & CO., Ironmongers, Lambton-quay, Wellington. xyxy=(807,76,945,90)
advertisement xyxy=(954,225,1102,335)
ad-heading: HENRY WALTON'S xyxy=(837,705,905,714)
columns xyxy=(8,42,1106,1484)
advertisement xyxy=(797,762,945,829)
ad-heading: CROFT and HEDGES, Bilposters, xyxy=(814,128,928,137)
ad-heading: ON SALE BY THE UNDERSIGNED, xyxy=(339,753,461,762)
ad-heading: ALFRED TYER, xyxy=(843,626,899,635)
advertisement xyxy=(169,442,317,495)
ad-body-text: The excellent and well known alternative and tonic is an infallible remedy for scrofulous and all skin diseases, pimples, blotches, and every form of impurity in the blood. It restores the strength and vigour of the system, increases the appetite, and imparts health and energy. Sold by all druggists, storekeepers, and publicans throughout the colony, and wholesale by xyxy=(954,661,1102,711)
ad-display-line: IMPORTANT NOTICE TO PERSONS FURNISHING. xyxy=(28,543,144,564)
advertisement xyxy=(326,439,474,513)
advertisement xyxy=(169,365,317,442)
ad-subheading: WILLIS-STREET, WELLINGTON. xyxy=(824,990,918,998)
ad-signature: Agent, HY. DRYDEN. xyxy=(892,203,945,210)
ad-display-line: SALE OF FURNITURE, &C., TAUHERENIKAU HOTEL. xyxy=(335,250,465,271)
ad-heading: TUESDAY, 24th APRIL, xyxy=(46,59,126,67)
ad-body-text: IN WELLINGTON-TERRACE. MR. R. J. DUNCAN has received instructions to sell by auction, on Tuesday, 24th inst., at 2 o'clock, at his salerooms, Panama-street — All that valuable and most desirable piece of freehold land, beautifully situated, on Wellington-terrace, being part of town section No. 295, having a frontage of 92 links by a depth of 114 links and 100 links respectively. Together with a well-planned and substantially built 8-roomed house, with scullery and bath-room, storeroom, stabled, detached. Water laid on. Title under the Land Transfer Act. xyxy=(12,95,160,167)
ad-signature: FELTON, GRIMWADE, & CO., Wholesale Agents. xyxy=(977,621,1102,628)
column-2 xyxy=(165,42,322,1484)
ad-body-text: Manners-street, Wellington. xyxy=(797,235,865,242)
advertisement xyxy=(326,57,474,160)
ad-heading: DR. BRIGHT'S CONCENTRATED COMPOUND EXTRACT OF SARSAPARILLA. xyxy=(970,634,1086,660)
advertisement xyxy=(797,448,945,512)
ad-signature: Wholesale Agents, FELTON, GRIMWADE, & CO., Melbourne. xyxy=(977,442,1102,456)
advertisement xyxy=(12,173,160,373)
ad-body-text: Copy of CONDITIONS OF SALE, as well as Lithographed Plans, may be had after 12 o'clock This Day, at the Auctioneer's Office. The Trustees have decided to grant leases of an entirely unrestrictive and most liberal character. No covenants are insisted upon beyond requiring the erection of a good and substantial fence. The upset price fixed by the Trustees for each section will be made public at the time of sale. The Auctioneer, in conclusion, earnestly requests public attention to the fact that this is the last remaining chance of acquiring several unsurpassed eligible and very beautiful sites for private residences upon very advantageous and easy terms. Indeed, whether regarded for beauty of situation and the many lovely views which the various lots command of the harbor and chief points of interest in the city, or considered from its favorable sanitary aspects, the Auctioneer confidently recommends this most important sale to investors generally. xyxy=(12,391,160,513)
advertisement xyxy=(12,526,160,685)
advertisement xyxy=(797,624,945,704)
column-3 xyxy=(322,42,479,1484)
ad-display-line: JEWELLERY! JEWELLERY! xyxy=(179,382,307,393)
ad-heading: WEDNESDAY, 25th APRIL xyxy=(197,150,289,159)
ad-signature: FELTON, GRIMWADE, & CO., Wholesale Agents, Melbourne. xyxy=(977,316,1102,331)
advertisement xyxy=(326,513,474,609)
advertisement xyxy=(797,95,945,126)
ad-heading: TOMBS and HEADSTONES xyxy=(824,312,918,321)
advertisement xyxy=(797,829,945,910)
